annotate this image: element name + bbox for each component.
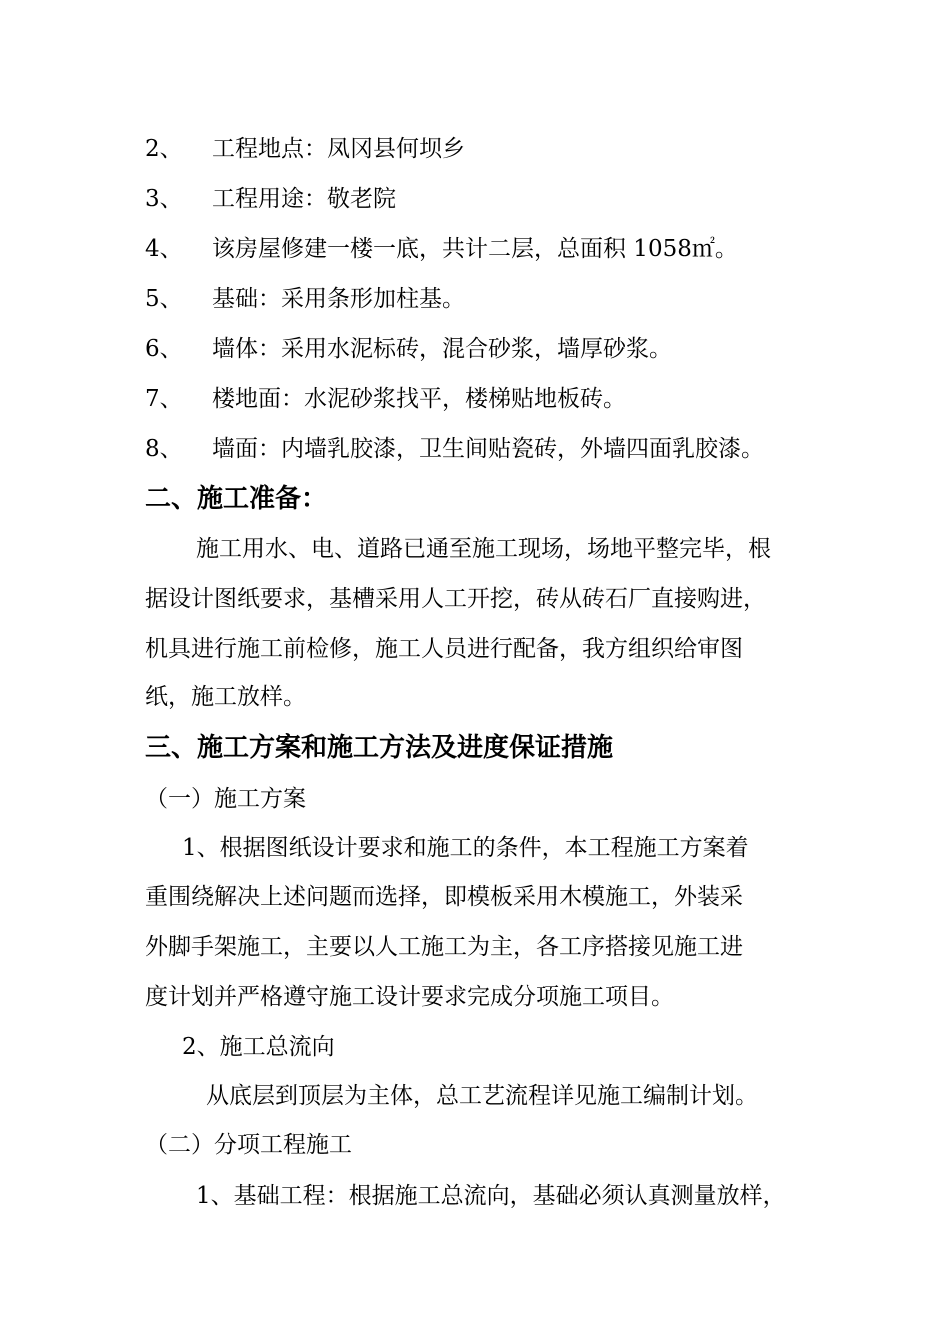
list-text: 墙面：内墙乳胶漆，卫生间贴瓷砖，外墙四面乳胶漆。: [212, 436, 764, 462]
paragraph-line: 1、基础工程：根据施工总流向，基础必须认真测量放样，: [196, 1183, 786, 1209]
subsection-title: （二）分项工程施工: [145, 1132, 352, 1158]
paragraph-line: 据设计图纸要求，基槽采用人工开挖，砖从砖石厂直接购进，: [145, 586, 766, 612]
list-number: 6、: [145, 336, 183, 362]
list-text: 工程用途：敬老院: [212, 186, 396, 212]
list-text: 工程地点：凤冈县何坝乡: [212, 136, 465, 162]
paragraph-line: 纸，施工放样。: [145, 684, 306, 710]
list-text: 该房屋修建一楼一底，共计二层，总面积 1058㎡。: [212, 236, 738, 262]
section-heading: 三、施工方案和施工方法及进度保证措施: [145, 733, 614, 763]
paragraph-line: 外脚手架施工，主要以人工施工为主，各工序搭接见施工进: [145, 934, 743, 960]
list-number: 2、: [145, 136, 183, 162]
paragraph-line: 1、根据图纸设计要求和施工的条件，本工程施工方案着: [182, 835, 749, 861]
list-number: 7、: [145, 386, 183, 412]
list-number: 3、: [145, 186, 183, 212]
list-text: 墙体：采用水泥标砖，混合砂浆，墙厚砂浆。: [212, 336, 672, 362]
paragraph-line: 机具进行施工前检修，施工人员进行配备，我方组织给审图: [145, 636, 743, 662]
paragraph-line: 度计划并严格遵守施工设计要求完成分项施工项目。: [145, 984, 674, 1010]
section-heading: 二、施工准备：: [145, 484, 328, 514]
list-text: 楼地面：水泥砂浆找平，楼梯贴地板砖。: [212, 386, 626, 412]
list-number: 5、: [145, 286, 183, 312]
list-number: 4、: [145, 236, 183, 262]
paragraph-line: 从底层到顶层为主体，总工艺流程详见施工编制计划。: [206, 1083, 758, 1109]
list-number: 8、: [145, 436, 183, 462]
item-title: 2、施工总流向: [182, 1034, 335, 1060]
list-text: 基础：采用条形加柱基。: [212, 286, 465, 312]
paragraph-line: 重围绕解决上述问题而选择，即模板采用木模施工，外装采: [145, 884, 743, 910]
subsection-title: （一）施工方案: [145, 786, 306, 812]
paragraph-line: 施工用水、电、道路已通至施工现场，场地平整完毕，根: [196, 536, 771, 562]
